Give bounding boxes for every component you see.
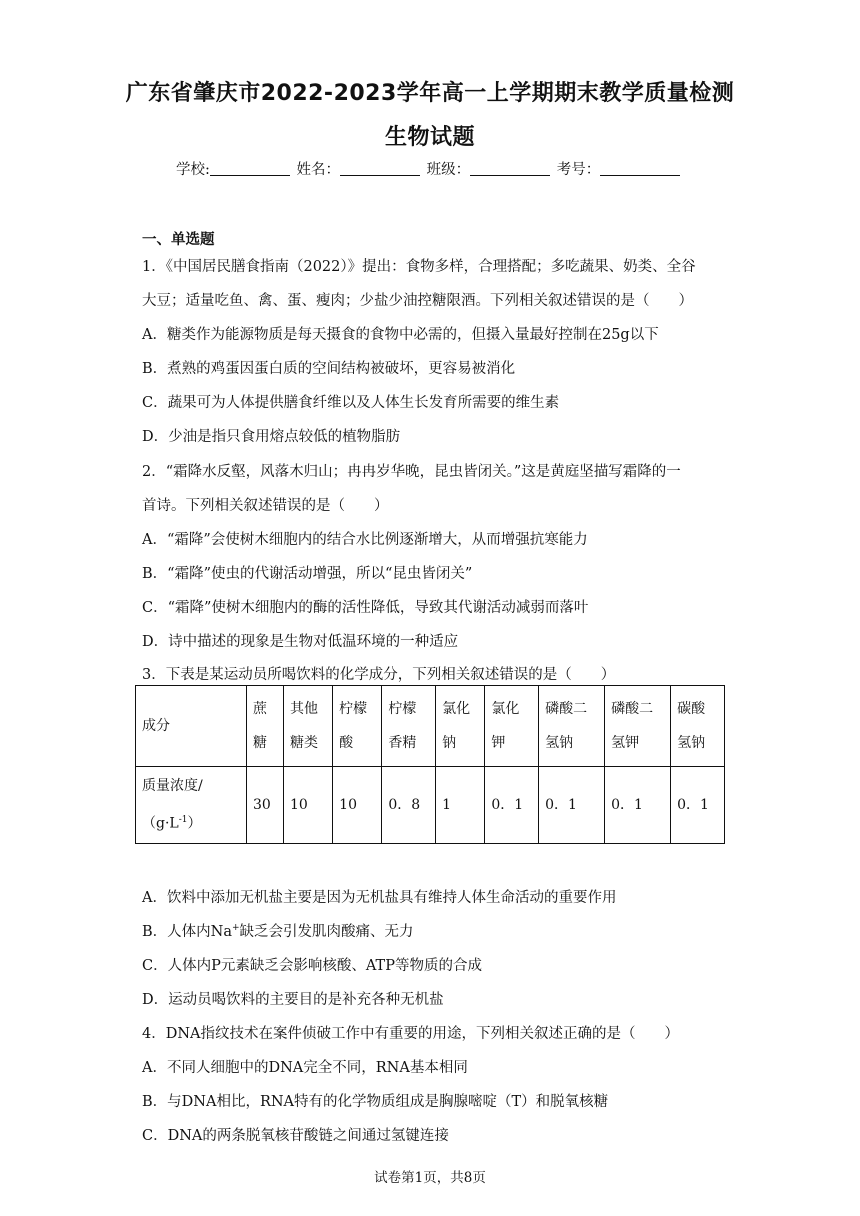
question-2-option-a: A．“霜降”会使树木细胞内的结合水比例逐渐增大，从而增强抗寒能力 <box>142 532 588 548</box>
table-cell-value: 10 <box>283 767 332 844</box>
question-1-option-a: A．糖类作为能源物质是每天摄食的食物中必需的，但摄入量最好控制在25g以下 <box>142 327 659 343</box>
table-cell-value: 0．1 <box>485 767 539 844</box>
exam-number-blank[interactable] <box>600 161 680 176</box>
table-cell-ingredient: 氯化 钠 <box>436 686 485 767</box>
drink-composition-table <box>135 685 725 844</box>
question-1-option-d: D．少油是指只食用熔点较低的植物脂肪 <box>142 429 401 445</box>
table-cell-value: 0．1 <box>671 767 725 844</box>
school-blank[interactable] <box>210 161 290 176</box>
table-cell-ingredient: 柠檬 酸 <box>333 686 382 767</box>
question-1-option-c: C．蔬果可为人体提供膳食纤维以及人体生长发育所需要的维生素 <box>142 395 560 411</box>
question-3-option-c: C．人体内P元素缺乏会影响核酸、ATP等物质的合成 <box>142 958 482 974</box>
table-cell-ingredient: 氯化 钾 <box>485 686 539 767</box>
question-3-option-a: A．饮料中添加无机盐主要是因为无机盐具有维持人体生命活动的重要作用 <box>142 890 617 906</box>
exam-title: 广东省肇庆市2022-2023学年高一上学期期末教学质量检测 <box>125 81 735 106</box>
table-cell-ingredient: 柠檬 香精 <box>382 686 436 767</box>
question-2-stem-line2: 首诗。下列相关叙述错误的是（ ） <box>142 498 389 514</box>
question-3-stem: 3．下表是某运动员所喝饮料的化学成分，下列相关叙述错误的是（ ） <box>142 667 616 683</box>
question-1-stem-line1: 1．《中国居民膳食指南（2022）》提出：食物多样，合理搭配；多吃蔬果、奶类、全谷 <box>142 259 696 275</box>
table-row-ingredients <box>136 686 725 767</box>
table-cell-ingredient: 磷酸二 氢钠 <box>539 686 605 767</box>
school-label: 学校: <box>176 162 210 178</box>
table-cell-value: 1 <box>436 767 485 844</box>
table-header-concentration: 质量浓度/ $(g\cdot L^{-1})$ <box>136 767 247 844</box>
question-4-option-a: A．不同人细胞中的DNA完全不同，RNA基本相同 <box>142 1060 468 1076</box>
student-info-row <box>176 158 682 179</box>
table-cell-ingredient: 蔗 糖 <box>247 686 284 767</box>
question-2-option-b: B．“霜降”使虫的代谢活动增强，所以“昆虫皆闭关” <box>142 566 473 582</box>
table-header-ingredient: 成分 <box>136 686 247 767</box>
name-label: 姓名： <box>296 162 340 178</box>
section-heading: 一、单选题 <box>142 232 215 248</box>
table-cell-ingredient: 其他 糖类 <box>283 686 332 767</box>
table-cell-value: 30 <box>247 767 284 844</box>
class-label: 班级： <box>426 162 471 178</box>
table-cell-ingredient: 碳酸 氢钠 <box>671 686 725 767</box>
question-3-option-b: B．人体内Na+缺乏会引发肌肉酸痛、无力 <box>142 923 414 940</box>
exam-subtitle: 生物试题 <box>384 125 475 150</box>
question-2-option-c: C．“霜降”使树木细胞内的酶的活性降低，导致其代谢活动减弱而落叶 <box>142 600 589 616</box>
exam-number-label: 考号： <box>556 162 601 178</box>
question-4-stem: 4．DNA指纹技术在案件侦破工作中有重要的用途，下列相关叙述正确的是（ ） <box>142 1026 680 1042</box>
question-1-option-b: B．煮熟的鸡蛋因蛋白质的空间结构被破坏，更容易被消化 <box>142 361 516 377</box>
question-4-option-b: B．与DNA相比，RNA特有的化学物质组成是胸腺嘧啶（T）和脱氧核糖 <box>142 1094 609 1110</box>
page-footer: 试卷第1页，共8页 <box>374 1170 486 1186</box>
question-1-stem-line2: 大豆；适量吃鱼、禽、蛋、瘦肉；少盐少油控糖限酒。下列相关叙述错误的是（ ） <box>142 293 693 309</box>
table-cell-value: 10 <box>333 767 382 844</box>
class-blank[interactable] <box>470 161 550 176</box>
name-blank[interactable] <box>340 161 420 176</box>
table-cell-ingredient: 磷酸二 氢钾 <box>605 686 671 767</box>
question-4-option-c: C．DNA的两条脱氧核苷酸链之间通过氢键连接 <box>142 1128 449 1144</box>
table-cell-value: 0．8 <box>382 767 436 844</box>
table-cell-value: 0．1 <box>539 767 605 844</box>
table-cell-value: 0．1 <box>605 767 671 844</box>
table-row-concentration <box>136 767 725 844</box>
question-3-option-d: D．运动员喝饮料的主要目的是补充各种无机盐 <box>142 992 444 1008</box>
question-2-option-d: D．诗中描述的现象是生物对低温环境的一种适应 <box>142 634 459 650</box>
question-2-stem-line1: 2．“霜降水反壑，风落木归山；冉冉岁华晚，昆虫皆闭关。”这是黄庭坚描写霜降的一 <box>142 464 681 480</box>
